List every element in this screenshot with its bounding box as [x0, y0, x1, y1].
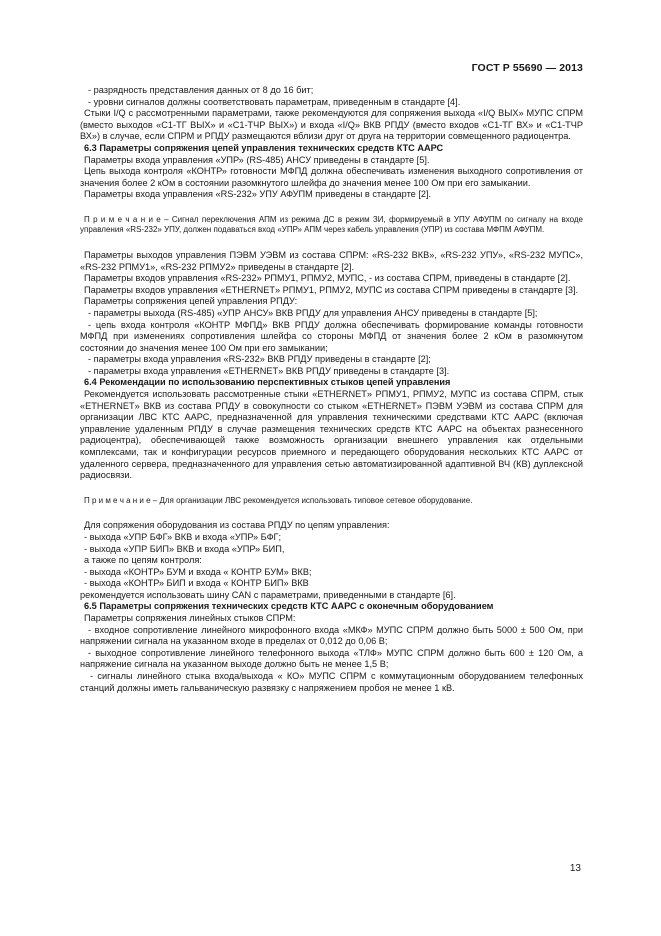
body-paragraph: Параметры входов управления «RS-232» РПМУ1, РПМУ2, МУПС, - из состава СПРМ, приведены в стандарте [2].	[84, 273, 571, 284]
body-paragraph: - параметры входа управления «RS-232» ВКВ РПДУ приведены в стандарте [2];	[88, 354, 431, 365]
body-paragraph: Параметры входа управления «RS-232» УПУ АФУПМ приведены в стандарте [2].	[84, 189, 432, 200]
body-paragraph: - параметры выхода (RS-485) «УПР АНСУ» ВКВ РПДУ для управления АНСУ приведены в стандарте [5];	[88, 307, 538, 318]
body-paragraph: Стыки I/Q с рассмотренными параметрами, также рекомендуются для сопряжения выхода «I/Q ВЫХ» МУПС СПРМ (вместо выходов «С1-ТГ ВЫХ» и «С1-ТЧР ВЫХ») и входа «I/Q» ВКВ РПДУ (вместо входов «С1-ТГ ВХ» и «С1-ТЧР ВХ») в случае, если СПРМ и РПДУ размещаются вблизи друг от друга на территории совмещенного радиоцентра.	[80, 108, 583, 142]
body-paragraph: Параметры сопряжения цепей управления РПДУ:	[84, 296, 298, 307]
body-paragraph: - выходное сопротивление линейного телефонного выхода «ТЛФ» МУПС СПРМ должно быть 600 ± 120 Ом, а напряжение сигнала на указанном выходе должно быть не менее 1,5 В;	[80, 647, 583, 670]
note-paragraph: П р и м е ч а н и е – Сигнал переключения АПМ из режима ДС в режим ЗИ, формируемый в УПУ АФУПМ по сигналу на входе управления «RS-232» УПУ, должен подаваться вход «УПР» АПМ через кабель управления (УПР) из состава МФПМ АФУПМ.	[80, 214, 583, 235]
body-paragraph: - параметры входа управления «ETHERNET» ВКВ РПДУ приведены в стандарте [3].	[88, 365, 450, 376]
body-paragraph: - выхода «УПР БИП» ВКВ и входа «УПР» БИП,	[84, 543, 285, 554]
body-paragraph: Параметры входов управления «ETHERNET» РПМУ1, РПМУ2, МУПС из состава СПРМ приведены в стандарте [3].	[84, 284, 579, 295]
body-paragraph: а также по цепям контроля:	[84, 555, 202, 566]
spacer	[80, 482, 583, 496]
body-paragraph: Для сопряжения оборудования из состава РПДУ по цепям управления:	[84, 520, 390, 531]
note-paragraph: П р и м е ч а н и е – Для организации ЛВС рекомендуется использовать типовое сетевое оборудование.	[84, 495, 473, 505]
body-paragraph: - разрядность представления данных от 8 до 16 бит;	[88, 85, 314, 95]
document-body	[80, 85, 583, 694]
body-paragraph: рекомендуется использовать шину CAN с параметрами, приведенными в стандарте [6].	[80, 589, 456, 600]
body-paragraph: - уровни сигналов должны соответствовать параметрам, приведенным в стандарте [4].	[88, 96, 461, 107]
body-paragraph: - выхода «КОНТР» БУМ и входа « КОНТР БУМ» ВКВ;	[84, 566, 312, 577]
section-heading: 6.4 Рекомендации по использованию перспективных стыков цепей управления	[84, 377, 451, 388]
body-paragraph: Параметры выходов управления ПЭВМ УЭВМ из состава СПРМ: «RS-232 ВКВ», «RS-232 УПУ», «RS-232 МУПС», «RS-232 РПМУ1», «RS-232 РПМУ2» приведены в стандарте [2].	[80, 249, 583, 272]
body-paragraph: - цепь входа контроля «КОНТР МФПД» ВКВ РПДУ должна обеспечивать формирование команды готовности МФПД при изменениях сопротивления шлейфа со стороны МФПД от значения более 2 кОм в разомкнутом состоянии до значения менее 100 Ом при его замыкании;	[80, 319, 583, 353]
body-paragraph: Параметры сопряжения линейных стыков СПРМ:	[84, 613, 296, 624]
body-paragraph: - выхода «УПР БФГ» ВКВ и входа «УПР» БФГ;	[84, 531, 282, 542]
section-heading: 6.3 Параметры сопряжения цепей управления технических средств КТС ААРС	[84, 142, 444, 153]
body-paragraph: - входное сопротивление линейного микрофонного входа «МКФ» МУПС СПРМ должно быть 5000 ± 500 Ом, при напряжении сигнала на указанном входе в пределах от 0,012 до 0,06 В;	[80, 624, 583, 647]
spacer	[80, 236, 583, 250]
page-number: 13	[569, 863, 581, 874]
spacer	[80, 201, 583, 215]
body-paragraph: - сигналы линейного стыка входа/выхода « КО» МУПС СПРМ с коммутационным оборудованием телефонных станций должны иметь гальваническую развязку с напряжением пробоя не менее 1 кВ.	[80, 671, 583, 693]
body-paragraph: - выхода «КОНТР» БИП и входа « КОНТР БИП» ВКВ	[84, 578, 309, 589]
body-paragraph: Цепь выхода контроля «КОНТР» готовности МФПД должна обеспечивать изменения выходного сопротивления от значения более 2 кОм в состоянии разомкнутого шлейфа до значения менее 100 Ом при его замыкании.	[80, 166, 583, 188]
body-paragraph: Рекомендуется использовать рассмотренные стыки «ETHERNET» РПМУ1, РПМУ2, МУПС из состава СПРМ, стык «ETHERNET» ВКВ из состава РПДУ в совокупности со стыком «ETHERNET» ПЭВМ УЭВМ из состава СПРМ для организации ЛВС КТС ААРС, предназначенной для управления техническими средствами КТС ААРС (включая управление удаленным РПДУ в случае размещения технических средств КТС ААРС на объектах разнесенного радиоцентра), обеспечивающей также возможность организации внешнего управления как отдельными комплексами, так и конфигурации ресурсов приемного и передающего оборудования нескольких КТС ААРС от удаленного сервера, предназначенного для управления сетью автоматизированной адаптивной ВЧ (КВ) дуплексной радиосвязи.	[80, 389, 583, 481]
body-paragraph: Параметры входа управления «УПР» (RS-485) АНСУ приведены в стандарте [5].	[84, 154, 430, 165]
section-heading: 6.5 Параметры сопряжения технических средств КТС ААРС с оконечным оборудованием	[84, 601, 494, 612]
spacer	[80, 506, 583, 520]
standard-designation: ГОСТ Р 55690 — 2013	[471, 62, 583, 74]
